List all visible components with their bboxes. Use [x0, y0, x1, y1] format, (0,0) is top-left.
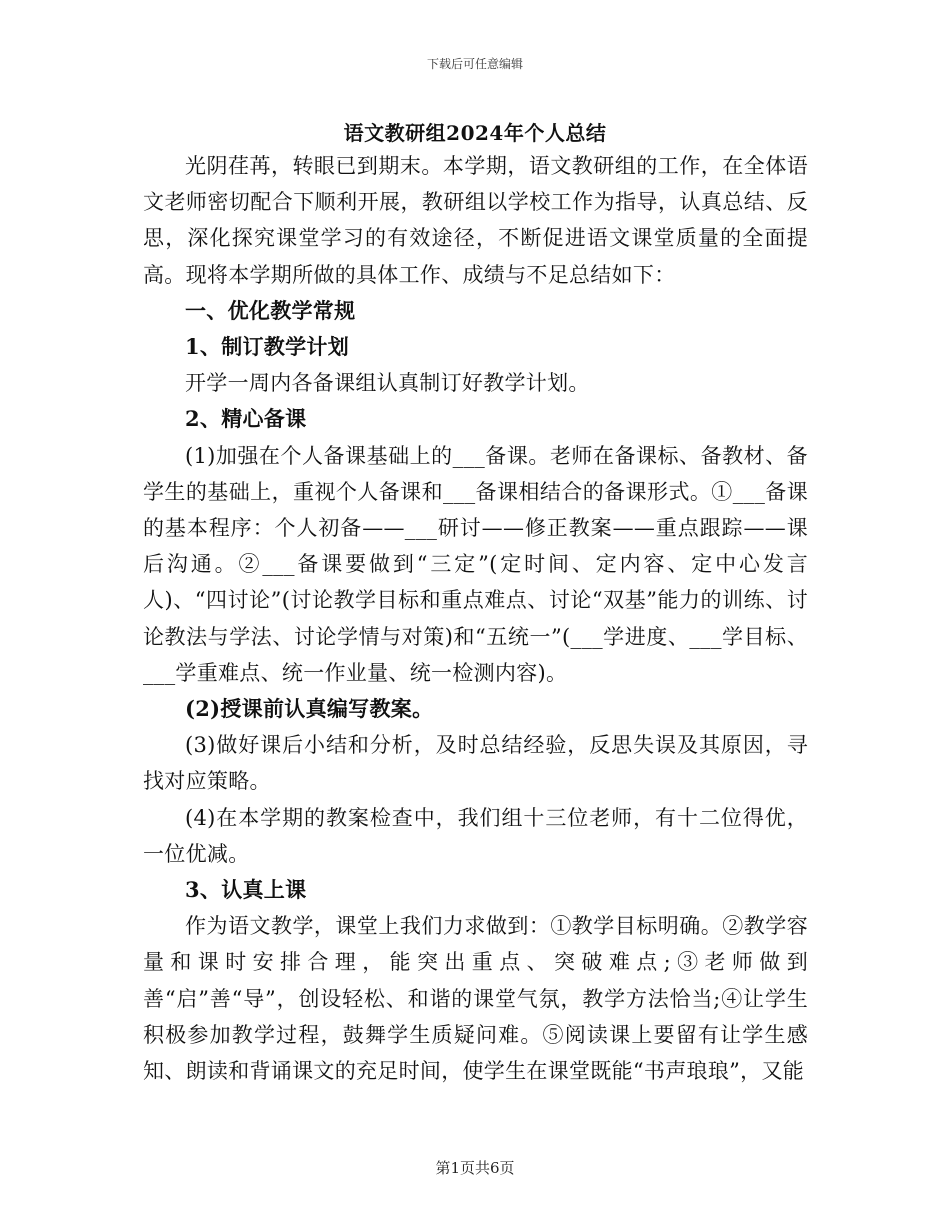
document-body: [143, 148, 808, 1089]
header-note: 下载后可任意编辑: [426, 57, 523, 71]
lesson-prep-item-2: (2)授课前认真编写教案。: [185, 696, 434, 722]
lesson-prep-item-1: (1)加强在个人备课基础上的___备课。老师在备课标、备教材、备学生的基础上，重视个人备课和___备课相结合的备课形式。①___备课的基本程序：个人初备——___研讨——修正教案——重点跟踪——课后沟通。②___备课要做到“三定”(定时间、定内容、定中心发言人)、“四讨论”(讨论教学目标和重点难点、讨论“双基”能力的训练、讨论教法与学法、讨论学情与对策)和“五统一”(___学进度、___学目标、___学重难点、统一作业量、统一检测内容)。: [143, 443, 808, 685]
section-heading-optimize-routine: 一、优化教学常规: [185, 297, 356, 323]
subheading-teaching-class: 3、认真上课: [185, 877, 307, 903]
subheading-teaching-plan: 1、制订教学计划: [185, 334, 350, 360]
page-number: 第1页共6页: [435, 1159, 515, 1177]
subheading-lesson-prep: 2、精心备课: [185, 406, 307, 432]
teaching-plan-paragraph: 开学一周内各备课组认真制订好教学计划。: [185, 371, 590, 396]
lesson-prep-item-4: (4)在本学期的教案检查中，我们组十三位老师，有十二位得优，一位优减。: [143, 805, 808, 866]
teaching-class-paragraph: 作为语文教学，课堂上我们力求做到：①教学目标明确。②教学容量和课时安排合理，能突出重点、突破难点;③老师做到善“启”善“导”，创设轻松、和谐的课堂气氛，教学方法恰当;④让学生积极参加教学过程，鼓舞学生质疑问难。⑤阅读课上要留有让学生感知、朗读和背诵课文的充足时间，使学生在课堂既能“书声琅琅”，又能: [143, 914, 808, 1084]
document-title: 语文教研组2024年个人总结: [343, 121, 607, 145]
lesson-prep-item-3: (3)做好课后小结和分析，及时总结经验，反思失误及其原因，寻找对应策略。: [143, 733, 808, 794]
intro-paragraph: 光阴荏苒，转眼已到期末。本学期，语文教研组的工作，在全体语文老师密切配合下顺利开展，教研组以学校工作为指导，认真总结、反思，深化探究课堂学习的有效途径，不断促进语文课堂质量的全面提高。现将本学期所做的具体工作、成绩与不足总结如下：: [143, 154, 808, 287]
